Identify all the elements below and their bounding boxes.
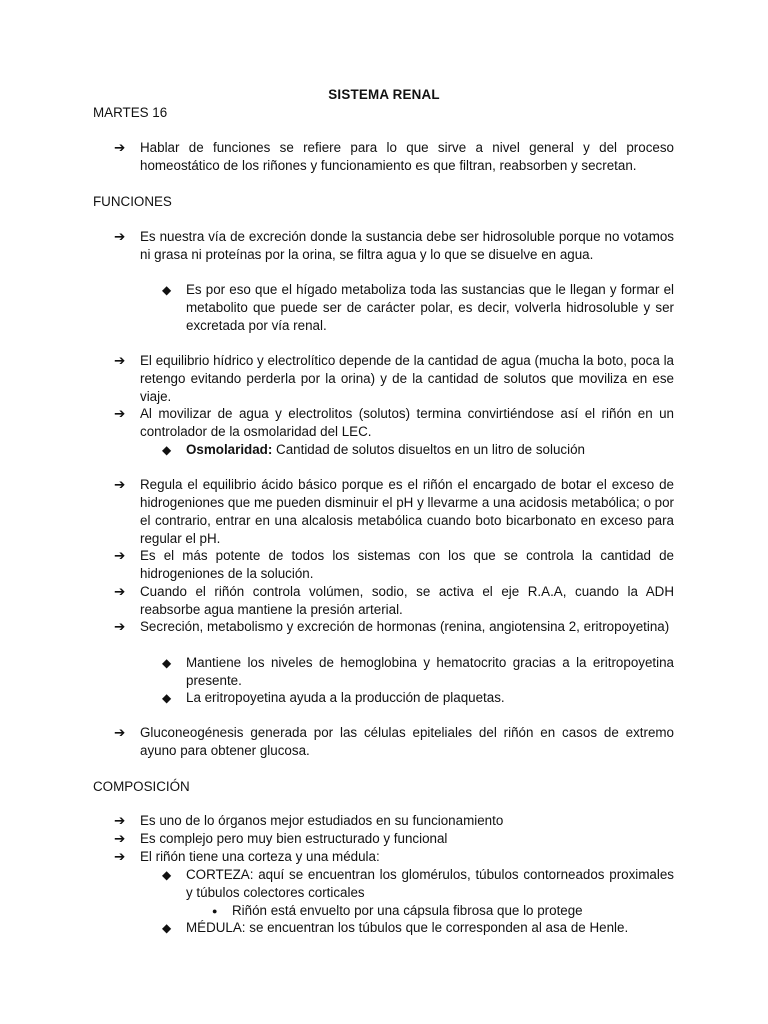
list-item [114,618,674,636]
arrow-icon: ➔ [114,725,126,740]
arrow-icon: ➔ [114,229,126,244]
list-item-text: Es complejo pero muy bien estructurado y funcional [140,831,448,846]
list-item-text: La eritropoyetina ayuda a la producción de plaquetas. [186,690,505,705]
list-item-text: Hablar de funciones se refiere para lo que sirve a nivel general y del proceso homeostático de los riñones y funcionamiento es que filtran, reabsorben y secretan. [140,140,674,173]
list-item [114,228,674,264]
section-heading-composicion: COMPOSICIÓN [93,779,190,794]
list-subitem [162,866,674,902]
list-item [114,547,674,583]
list-item-text: El riñón tiene una corteza y una médula: [140,849,380,864]
list-item [114,812,674,830]
diamond-bullet-icon: ◆ [162,868,172,882]
arrow-icon: ➔ [114,831,126,846]
list-subitem [162,654,674,690]
list-subitem [162,441,674,459]
list-item-text: Secreción, metabolismo y excreción de hormonas (renina, angiotensina 2, eritropoyetina) [140,619,670,634]
list-item [114,583,674,619]
list-item-text: Regula el equilibrio ácido básico porque es el riñón el encargado de botar el exceso de hidrogeniones que me pueden disminuir el pH y llevarme a una acidosis metabólica; o por el contrario, entrar en una alcalosis metabólica cuando boto bicarbonato en exceso para regular el pH. [140,477,674,546]
list-item-text: Al movilizar de agua y electrolitos (solutos) termina convirtiéndose así el riñón en un controlador de la osmolaridad del LEC. [140,406,674,439]
arrow-icon: ➔ [114,548,126,563]
diamond-bullet-icon: ◆ [162,691,172,705]
diamond-bullet-icon: ◆ [162,921,172,935]
list-item-text: Es nuestra vía de excreción donde la sustancia debe ser hidrosoluble porque no votamos ni grasa ni proteínas por la orina, se filtra agua y lo que se disuelve en agua. [140,229,674,262]
list-item-text: Es el más potente de todos los sistemas con los que se controla la cantidad de hidrogeniones de la solución. [140,548,674,581]
list-subsubitem [212,902,674,920]
arrow-icon: ➔ [114,584,126,599]
dot-bullet-icon: ● [212,906,218,916]
list-item-text: El equilibrio hídrico y electrolítico depende de la cantidad de agua (mucha la boto, poca la retengo evitando perderla por la orina) y de la cantidad de solutos que moviliza en ese viaje. [140,353,674,404]
list-item-text: Cuando el riñón controla volúmen, sodio, se activa el eje R.A.A, cuando la ADH reabsorbe agua mantiene la presión arterial. [140,584,674,617]
arrow-icon: ➔ [114,140,126,155]
list-item [114,139,674,175]
list-item-text: Riñón está envuelto por una cápsula fibrosa que lo protege [232,903,583,918]
arrow-icon: ➔ [114,619,126,634]
list-subitem [162,689,674,707]
list-item-text: Es por eso que el hígado metaboliza toda las sustancias que le llegan y formar el metabolito que puede ser de carácter polar, es decir, volverla hidrosoluble y ser excretada por vía renal. [186,282,674,333]
list-item-text: Mantiene los niveles de hemoglobina y hematocrito gracias a la eritropoyetina presente. [186,655,674,688]
document-title: SISTEMA RENAL [328,87,440,102]
list-subitem [162,281,674,335]
arrow-icon: ➔ [114,813,126,828]
list-item [114,352,674,406]
date-heading: MARTES 16 [93,105,168,120]
list-item [114,830,674,848]
diamond-bullet-icon: ◆ [162,283,172,297]
list-subitem [162,919,674,937]
list-item [114,476,674,548]
list-item-text: CORTEZA: aquí se encuentran los glomérulos, túbulos contorneados proximales y túbulos colectores corticales [186,867,674,900]
arrow-icon: ➔ [114,849,126,864]
arrow-icon: ➔ [114,406,126,421]
section-heading-funciones: FUNCIONES [93,194,172,209]
list-item [114,405,674,441]
diamond-bullet-icon: ◆ [162,443,172,457]
term-definition: Cantidad de solutos disueltos en un litro de solución [272,442,585,457]
list-item-text: Gluconeogénesis generada por las células epiteliales del riñón en casos de extremo ayuno para obtener glucosa. [140,725,674,758]
list-item [114,848,674,866]
arrow-icon: ➔ [114,477,126,492]
list-item [114,724,674,760]
diamond-bullet-icon: ◆ [162,656,172,670]
list-item-text: MÉDULA: se encuentran los túbulos que le corresponden al asa de Henle. [186,920,629,935]
term-label: Osmolaridad: [186,442,273,457]
list-item-text: Es uno de lo órganos mejor estudiados en su funcionamiento [140,813,504,828]
arrow-icon: ➔ [114,353,126,368]
